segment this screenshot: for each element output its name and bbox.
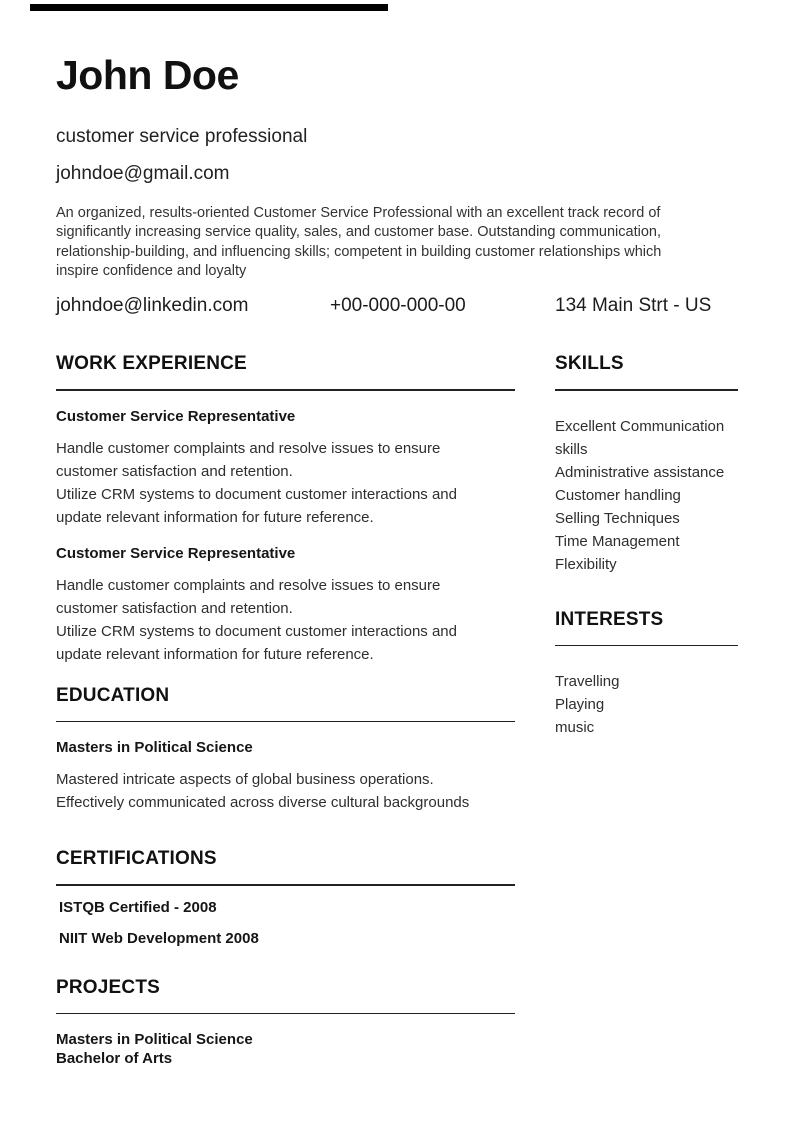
work-experience-heading: WORK EXPERIENCE — [56, 353, 247, 375]
job-description-line: Handle customer complaints and resolve issues to ensure customer satisfaction and retention. — [56, 576, 441, 617]
two-column-body — [56, 352, 738, 1068]
education-entry — [56, 738, 515, 814]
phone-number: +00-000-000-00 — [330, 295, 466, 317]
right-column — [555, 352, 738, 1068]
person-name: John Doe — [56, 52, 239, 98]
job-entry — [56, 544, 515, 666]
left-column — [56, 352, 515, 1068]
projects-heading: PROJECTS — [56, 976, 161, 998]
email-address[interactable]: johndoe@gmail.com — [56, 163, 230, 184]
project-item: Bachelor of Arts — [56, 1050, 173, 1068]
certification-item: ISTQB Certified - 2008 — [59, 898, 217, 916]
section-divider — [555, 389, 738, 391]
linkedin-address[interactable]: johndoe@linkedin.com — [56, 295, 249, 317]
postal-address: 134 Main Strt - US — [555, 295, 712, 317]
section-education — [56, 684, 515, 815]
interest-item: Travelling — [555, 673, 620, 691]
job-entry-title: Customer Service Representative — [56, 544, 296, 562]
section-divider — [56, 721, 515, 723]
job-entry-description — [56, 437, 496, 529]
section-divider — [555, 645, 738, 647]
section-divider — [56, 1013, 515, 1015]
section-certifications — [56, 847, 515, 949]
skill-item: Administrative assistance — [555, 463, 725, 481]
skill-item: Customer handling — [555, 486, 681, 504]
top-accent-bar — [30, 4, 388, 11]
job-description-line: Handle customer complaints and resolve issues to ensure customer satisfaction and retention. — [56, 439, 441, 480]
section-divider — [56, 389, 515, 391]
degree-title: Masters in Political Science — [56, 739, 253, 757]
projects-list — [56, 1030, 515, 1068]
skill-item: Excellent Communication skills — [555, 417, 725, 458]
education-description-line: Effectively communicated across diverse cultural backgrounds — [56, 794, 470, 812]
interests-list — [555, 670, 738, 739]
education-description-line: Mastered intricate aspects of global business operations. — [56, 771, 434, 789]
education-heading: EDUCATION — [56, 684, 170, 706]
skill-item: Time Management Flexibility — [555, 532, 680, 573]
job-description-line: Utilize CRM systems to document customer interactions and update relevant information for future reference. — [56, 622, 457, 663]
skills-list — [555, 415, 738, 576]
interest-item: music — [555, 719, 595, 737]
job-entry-description — [56, 574, 496, 666]
section-divider — [56, 884, 515, 886]
job-description-line: Utilize CRM systems to document customer interactions and update relevant information for future reference. — [56, 485, 457, 526]
certification-item: NIIT Web Development 2008 — [59, 929, 259, 947]
contact-row — [56, 293, 738, 318]
job-entry — [56, 407, 515, 529]
interest-item: Playing — [555, 696, 605, 714]
job-title-subtitle: customer service professional — [56, 126, 308, 147]
skill-item: Selling Techniques — [555, 509, 680, 527]
education-description — [56, 768, 515, 814]
project-item: Masters in Political Science — [56, 1031, 253, 1049]
skills-heading: SKILLS — [555, 353, 624, 375]
interests-heading: INTERESTS — [555, 608, 664, 630]
job-entry-title: Customer Service Representative — [56, 407, 296, 425]
section-work-experience — [56, 352, 515, 666]
section-skills — [555, 352, 738, 576]
section-interests — [555, 608, 738, 740]
section-projects — [56, 976, 515, 1069]
profile-summary: An organized, results-oriented Customer Service Professional with an excellent track record of significantly increasing service quality, sales, and customer base. Outstanding communication, relationship-building, and influencing skills; competent in building customer relationships which inspire confidence and loyalty — [56, 205, 662, 279]
certifications-heading: CERTIFICATIONS — [56, 848, 217, 870]
